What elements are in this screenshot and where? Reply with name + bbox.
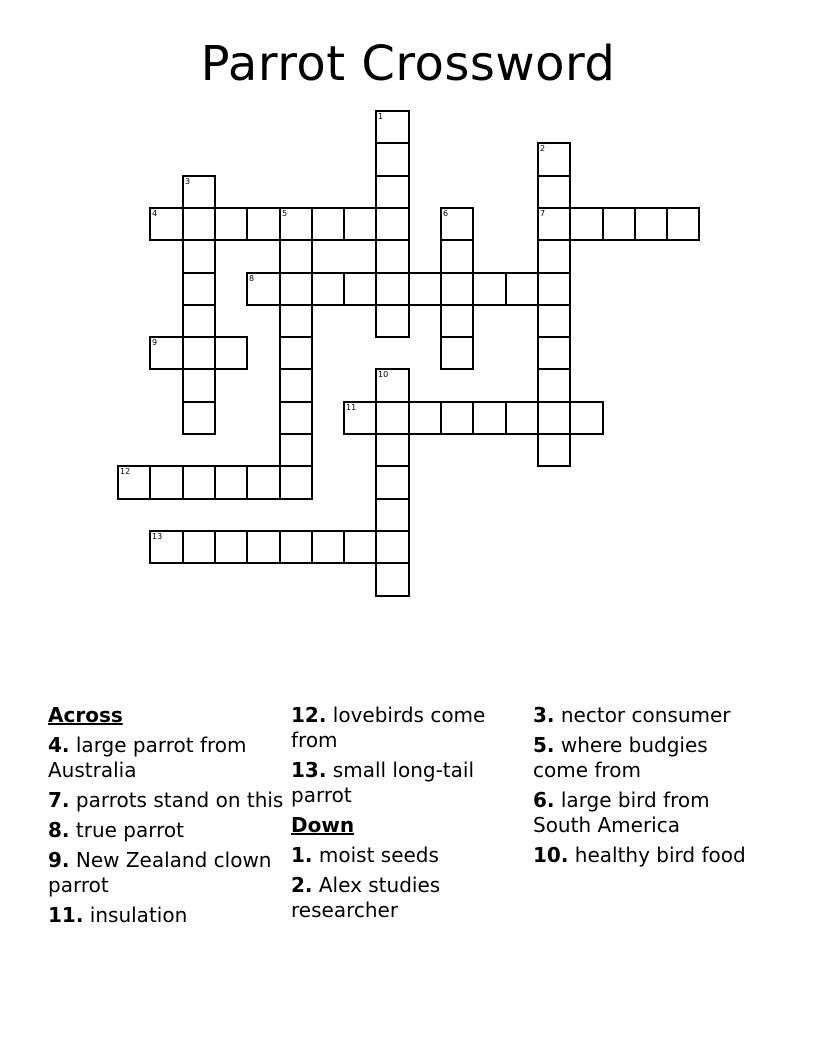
clue-item [48, 903, 284, 928]
clue-number: 12. [291, 703, 327, 727]
clue-item [291, 873, 527, 923]
grid-cell[interactable] [537, 142, 571, 177]
grid-cell[interactable] [375, 142, 410, 177]
clue-number: 3. [533, 703, 555, 727]
grid-cell[interactable] [149, 465, 184, 500]
grid-cell[interactable] [505, 272, 539, 306]
grid-cell[interactable] [440, 239, 474, 274]
grid-cell[interactable] [311, 272, 345, 306]
grid-cell[interactable] [214, 336, 248, 370]
clue-number: 10. [533, 843, 569, 867]
clue-text: true parrot [75, 818, 184, 842]
clue-item [48, 818, 284, 843]
grid-cell[interactable] [182, 465, 216, 500]
clue-number-label: 6 [443, 209, 449, 218]
grid-cell[interactable] [279, 465, 313, 500]
clue-number-label: 5 [282, 209, 288, 218]
grid-cell[interactable] [375, 465, 410, 500]
grid-cell[interactable] [440, 401, 474, 435]
grid-cell[interactable] [311, 530, 345, 564]
clue-number-label: 4 [152, 209, 158, 218]
clue-column-1 [48, 703, 284, 933]
clue-column-3 [533, 703, 769, 873]
grid-cell[interactable] [440, 207, 474, 241]
grid-cell[interactable] [149, 530, 184, 564]
grid-cell[interactable] [537, 336, 571, 370]
grid-cell[interactable] [375, 207, 410, 241]
grid-cell[interactable] [246, 530, 281, 564]
grid-cell[interactable] [375, 368, 410, 403]
clue-number: 6. [533, 788, 555, 812]
grid-cell[interactable] [375, 110, 410, 144]
grid-cell[interactable] [537, 272, 571, 306]
clue-item [533, 703, 769, 728]
grid-cell[interactable] [666, 207, 700, 241]
grid-cell[interactable] [375, 401, 410, 435]
grid-cell[interactable] [537, 175, 571, 209]
clue-item [291, 703, 527, 753]
grid-cell[interactable] [182, 336, 216, 370]
clue-number-label: 12 [120, 467, 131, 476]
grid-cell[interactable] [472, 272, 507, 306]
grid-cell[interactable] [375, 175, 410, 209]
clue-number-label: 3 [185, 177, 191, 186]
clue-number-label: 11 [346, 403, 357, 412]
grid-cell[interactable] [537, 239, 571, 274]
grid-cell[interactable] [279, 433, 313, 467]
clue-number-label: 10 [378, 370, 389, 379]
grid-cell[interactable] [311, 207, 345, 241]
grid-cell[interactable] [537, 304, 571, 338]
clue-number-label: 1 [378, 112, 384, 121]
clue-text: healthy bird food [574, 843, 746, 867]
grid-cell[interactable] [343, 207, 377, 241]
clue-number: 2. [291, 873, 313, 897]
grid-cell[interactable] [375, 239, 410, 274]
grid-cell[interactable] [246, 207, 281, 241]
grid-cell[interactable] [375, 433, 410, 467]
clue-number: 4. [48, 733, 70, 757]
clue-number: 1. [291, 843, 313, 867]
grid-cell[interactable] [182, 368, 216, 403]
grid-cell[interactable] [214, 465, 248, 500]
grid-cell[interactable] [375, 562, 410, 597]
clue-heading-down: Down [291, 813, 355, 837]
grid-cell[interactable] [149, 207, 184, 241]
grid-cell[interactable] [440, 272, 474, 306]
clue-item [48, 788, 284, 813]
grid-cell[interactable] [343, 530, 377, 564]
clue-number: 8. [48, 818, 70, 842]
grid-cell[interactable] [182, 207, 216, 241]
clue-text: parrots stand on this [75, 788, 284, 812]
grid-cell[interactable] [279, 304, 313, 338]
grid-cell[interactable] [634, 207, 668, 241]
clue-number-label: 7 [540, 209, 546, 218]
clue-text: where budgies come from [533, 733, 708, 782]
grid-cell[interactable] [569, 401, 604, 435]
clue-number: 7. [48, 788, 70, 812]
grid-cell[interactable] [117, 465, 151, 500]
clue-number-label: 13 [152, 532, 163, 541]
clue-text: moist seeds [318, 843, 439, 867]
grid-cell[interactable] [505, 401, 539, 435]
grid-cell[interactable] [182, 175, 216, 209]
clue-text: insulation [89, 903, 188, 927]
clue-number: 13. [291, 758, 327, 782]
grid-cell[interactable] [602, 207, 636, 241]
grid-cell[interactable] [472, 401, 507, 435]
grid-cell[interactable] [279, 336, 313, 370]
clue-number: 11. [48, 903, 84, 927]
clue-number: 5. [533, 733, 555, 757]
clue-text: large parrot from Australia [48, 733, 247, 782]
clue-number: 9. [48, 848, 70, 872]
grid-cell[interactable] [246, 272, 281, 306]
clue-item [533, 788, 769, 838]
grid-cell[interactable] [537, 401, 571, 435]
grid-cell[interactable] [569, 207, 604, 241]
grid-cell[interactable] [537, 207, 571, 241]
clue-item [533, 843, 769, 868]
clue-number-label: 2 [540, 144, 546, 153]
clue-text: Alex studies researcher [291, 873, 441, 922]
grid-cell[interactable] [408, 401, 442, 435]
grid-cell[interactable] [214, 530, 248, 564]
grid-cell[interactable] [343, 272, 377, 306]
grid-cell[interactable] [182, 272, 216, 306]
grid-cell[interactable] [182, 401, 216, 435]
grid-cell[interactable] [279, 272, 313, 306]
clue-text: large bird from South America [533, 788, 710, 837]
grid-cell[interactable] [537, 433, 571, 467]
grid-cell[interactable] [408, 272, 442, 306]
grid-cell[interactable] [343, 401, 377, 435]
grid-cell[interactable] [375, 498, 410, 532]
grid-cell[interactable] [214, 207, 248, 241]
clue-heading-across: Across [48, 703, 123, 727]
grid-cell[interactable] [375, 272, 410, 306]
clue-item [291, 843, 527, 868]
clue-number-label: 8 [249, 274, 255, 283]
grid-cell[interactable] [279, 368, 313, 403]
grid-cell[interactable] [279, 207, 313, 241]
grid-cell[interactable] [440, 336, 474, 370]
grid-cell[interactable] [149, 336, 184, 370]
clue-text: nector consumer [560, 703, 731, 727]
clue-number-label: 9 [152, 338, 158, 347]
clue-item [48, 848, 284, 898]
clue-item [533, 733, 769, 783]
grid-cell[interactable] [246, 465, 281, 500]
clue-column-2 [291, 703, 527, 928]
page-title: Parrot Crossword [200, 36, 616, 92]
grid-cell[interactable] [182, 304, 216, 338]
grid-cell[interactable] [440, 304, 474, 338]
grid-cell[interactable] [182, 239, 216, 274]
clue-text: lovebirds come from [291, 703, 486, 752]
grid-cell[interactable] [375, 304, 410, 338]
grid-cell[interactable] [279, 530, 313, 564]
clue-text: small long-tail parrot [291, 758, 475, 807]
grid-cell[interactable] [537, 368, 571, 403]
clue-text: New Zealand clown parrot [48, 848, 272, 897]
grid-cell[interactable] [279, 401, 313, 435]
grid-cell[interactable] [182, 530, 216, 564]
grid-cell[interactable] [375, 530, 410, 564]
grid-cell[interactable] [279, 239, 313, 274]
clue-item [291, 758, 527, 808]
clue-item [48, 733, 284, 783]
